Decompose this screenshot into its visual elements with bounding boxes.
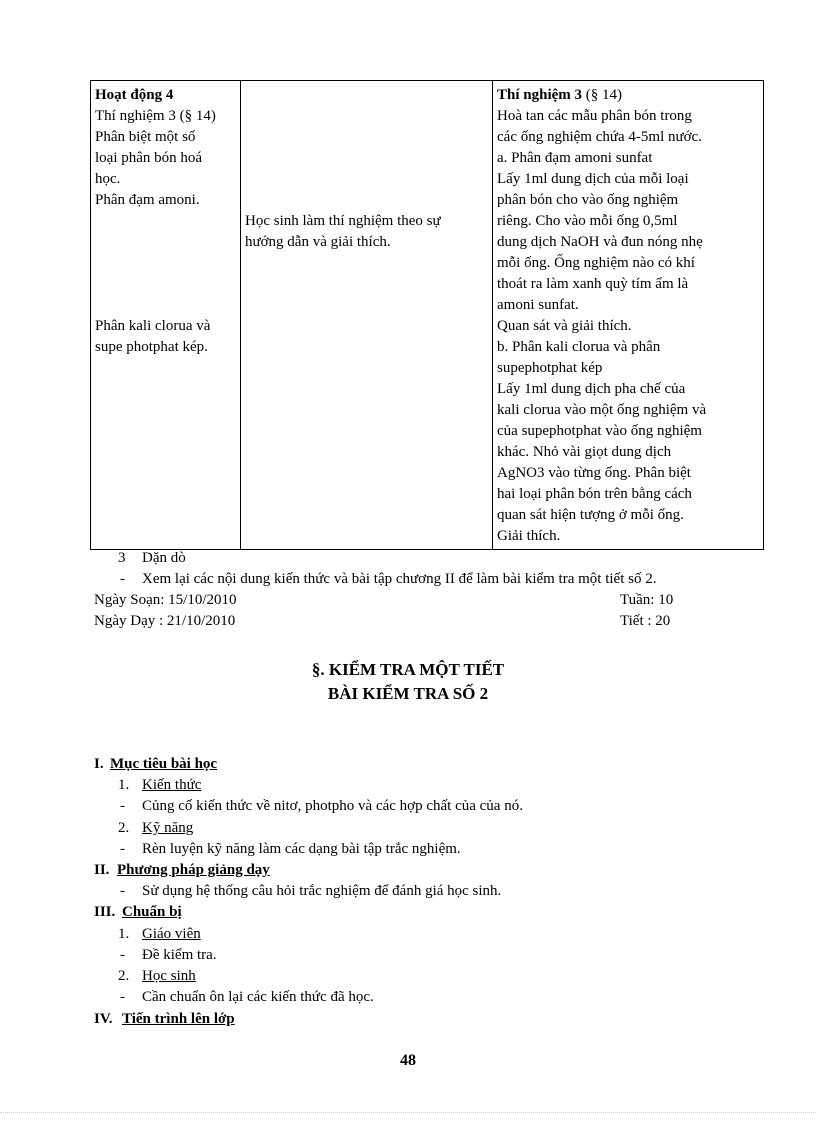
activity-line: Phân kali clorua và [95, 318, 211, 334]
activity-line: Thí nghiệm 3 (§ 14) [95, 108, 216, 124]
experiment-ref: (§ 14) [582, 87, 623, 103]
content-line: amoni sunfat. [497, 297, 579, 313]
student-line: hướng dẫn và giải thích. [245, 234, 391, 250]
section-number: III. [94, 904, 116, 920]
bullet-text: Củng cố kiến thức về nitơ, photpho và các hợp chất của của nó. [142, 798, 523, 814]
experiment-heading: Thí nghiệm 3 [497, 87, 583, 103]
content-line: Lấy 1ml dung dịch pha chế của [497, 381, 686, 397]
bullet-text: Sử dụng hệ thống câu hỏi trắc nghiệm để đánh giá học sinh. [142, 883, 502, 899]
activity-cell [91, 81, 241, 550]
bullet-text: Đề kiểm tra. [142, 947, 217, 963]
section-number: I. [94, 756, 104, 772]
section-number: IV. [94, 1011, 113, 1027]
content-line: Giải thích. [497, 528, 561, 544]
page-subtitle: BÀI KIỂM TRA SỐ 2 [327, 684, 489, 703]
bullet-dash: - [120, 883, 125, 899]
bullet-text: Cần chuẩn ôn lại các kiến thức đã học. [142, 989, 374, 1005]
page-number: 48 [400, 1052, 416, 1069]
content-line: mỗi ống. Ống nghiệm nào có khí [497, 255, 695, 271]
subsection-number: 2. [118, 820, 130, 836]
bullet-dash: - [120, 947, 125, 963]
student-cell [241, 81, 493, 550]
teach-date: Ngày Dạy : 21/10/2010 [94, 613, 236, 629]
content-cell [493, 81, 764, 550]
subsection-number: 2. [118, 968, 130, 984]
bullet-text: Rèn luyện kỹ năng làm các dạng bài tập trắc nghiệm. [142, 841, 461, 857]
activity-line: Phân đạm amoni. [95, 192, 200, 208]
activity-heading: Hoạt động 4 [95, 87, 174, 103]
prepare-date: Ngày Soạn: 15/10/2010 [94, 592, 237, 608]
content-line: Quan sát và giải thích. [497, 318, 632, 334]
subsection-heading: Kỹ năng [142, 820, 194, 836]
bullet-dash: - [120, 989, 125, 1005]
subsection-number: 1. [118, 926, 130, 942]
homework-item: Xem lại các nội dung kiến thức và bài tập chương II để làm bài kiểm tra một tiết số 2. [142, 571, 657, 587]
section-heading: Chuẩn bị [122, 904, 182, 920]
activity-line: Phân biệt một số [95, 129, 196, 145]
content-line: Hoà tan các mẫu phân bón trong [497, 108, 692, 124]
subsection-heading: Học sinh [142, 968, 196, 984]
period-number: Tiết : 20 [620, 613, 671, 629]
homework-label: Dặn dò [142, 550, 186, 566]
section-heading: Mục tiêu bài học [110, 756, 218, 772]
section-heading: Tiến trình lên lớp [122, 1011, 235, 1027]
content-line: dung dịch NaOH và đun nóng nhẹ [497, 234, 703, 250]
content-line: Lấy 1ml dung dịch của mỗi loại [497, 171, 689, 187]
activity-line: loại phân bón hoá [95, 150, 203, 166]
bullet-dash: - [120, 798, 125, 814]
homework-dash: - [120, 571, 125, 587]
content-line: supephotphat kép [497, 360, 603, 376]
bullet-dash: - [120, 841, 125, 857]
footer-divider [0, 1112, 816, 1113]
subsection-heading: Kiến thức [142, 777, 202, 793]
page-title: §. KIỂM TRA MỘT TIẾT [311, 660, 505, 679]
content-line: khác. Nhỏ vài giọt dung dịch [497, 444, 672, 460]
content-line: hai loại phân bón trên bằng cách [497, 486, 692, 502]
content-line: phân bón cho vào ống nghiệm [497, 192, 679, 208]
content-line: riêng. Cho vào mỗi ống 0,5ml [497, 213, 678, 229]
homework-number: 3 [118, 550, 126, 566]
content-line: các ống nghiệm chứa 4-5ml nước. [497, 129, 702, 145]
content-line: của supephotphat vào ống nghiệm [497, 423, 702, 439]
content-line: b. Phân kali clorua và phân [497, 339, 661, 355]
subsection-number: 1. [118, 777, 130, 793]
content-line: quan sát hiện tượng ở mỗi ống. [497, 507, 684, 523]
student-line: Học sinh làm thí nghiệm theo sự [245, 213, 441, 229]
content-line: a. Phân đạm amoni sunfat [497, 150, 653, 166]
table-row [91, 81, 764, 550]
activity-line: supe photphat kép. [95, 339, 208, 355]
content-line: thoát ra làm xanh quỳ tím ẩm là [497, 276, 689, 292]
lesson-table [90, 80, 764, 550]
content-line: kali clorua vào một ống nghiệm và [497, 402, 707, 418]
activity-line: học. [95, 171, 121, 187]
section-number: II. [94, 862, 110, 878]
content-line: AgNO3 vào từng ống. Phân biệt [497, 465, 691, 481]
week-number: Tuần: 10 [620, 592, 674, 608]
section-heading: Phương pháp giảng dạy [117, 862, 270, 878]
subsection-heading: Giáo viên [142, 926, 201, 942]
